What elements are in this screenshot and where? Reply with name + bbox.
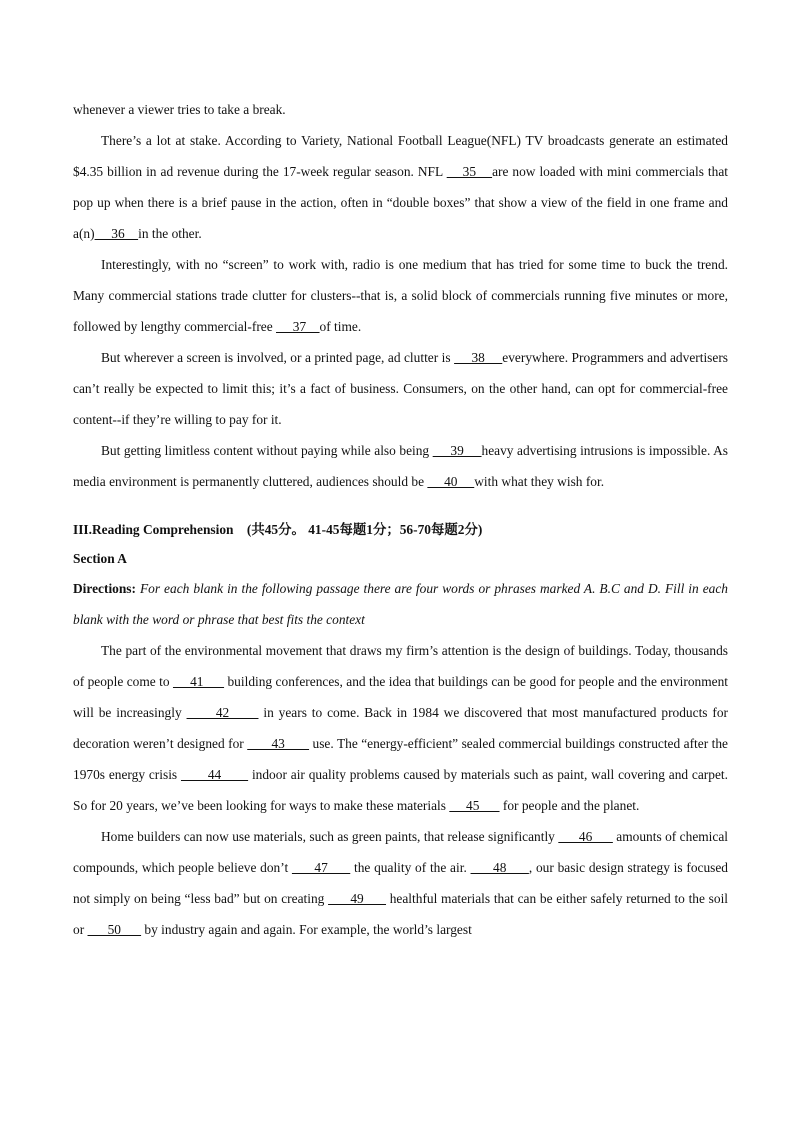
paragraph-text: healthful materials that can be either safely returned to the soil or: [73, 891, 729, 937]
answer-blank: 44: [180, 767, 249, 782]
answer-blank: 35: [446, 164, 493, 179]
answer-blank: 50: [87, 922, 142, 937]
paragraph-text: , our basic design strategy is focused not simply on being “less bad” but on creating: [73, 860, 728, 906]
paragraph-text: in years to come. Back in 1984 we discovered that most manufactured products for decoration weren’t designed for: [73, 705, 728, 751]
answer-blank: 41: [172, 674, 225, 689]
directions-text: For each blank in the following passage there are four words or phrases marked A. B.C and D. Fill in each blank with the word or phrase that best fits the context: [73, 581, 728, 627]
paragraph-text: by industry again and again. For example, the world’s largest: [141, 922, 472, 937]
paragraph-text: The part of the environmental movement that draws my firm’s attention is the design of buildings. Today, thousands of people come to: [73, 643, 728, 689]
directions-label: Directions:: [73, 581, 136, 596]
paragraph-text: indoor air quality problems caused by materials such as paint, wall covering and carpet. So for 20 years, we’ve been looking for ways to make these materials: [73, 767, 728, 813]
answer-blank: 48: [470, 860, 529, 875]
paragraph-text: for people and the planet.: [499, 798, 640, 813]
answer-blank: 49: [328, 891, 387, 906]
paragraph: [73, 821, 728, 945]
answer-blank: 39: [432, 443, 482, 458]
answer-blank: 45: [449, 798, 500, 813]
answer-blank: 46: [558, 829, 613, 844]
answer-blank: 42: [186, 705, 259, 720]
answer-blank: 37: [276, 319, 320, 334]
passage-one: [73, 94, 728, 497]
answer-blank: 47: [291, 860, 351, 875]
paragraph-text: amounts of chemical compounds, which people believe don’t: [73, 829, 729, 875]
directions: [73, 573, 728, 635]
paragraph: [73, 342, 728, 435]
passage-two: [73, 635, 728, 945]
paragraph-text: Interestingly, with no “screen” to work with, radio is one medium that has tried for some time to buck the trend. Many commercial stations trade clutter for clusters--that is, a solid block of commercials running five minutes or more, followed by lengthy commercial-free: [73, 257, 728, 334]
paragraph-text: whenever a viewer tries to take a break.: [73, 102, 286, 117]
section-a-title: Section A: [73, 551, 127, 566]
paragraph: [73, 125, 728, 249]
paragraph-text: use. The “energy-efficient” sealed commercial buildings constructed after the 1970s energy crisis: [73, 736, 728, 782]
paragraph-text: Home builders can now use materials, such as green paints, that release significantly: [101, 829, 559, 844]
paragraph-text: in the other.: [138, 226, 202, 241]
paragraph-text: are now loaded with mini commercials that pop up when there is a brief pause in the action, often in “double boxes” that show a view of the field in one frame and a(n): [73, 164, 728, 241]
paragraph: [73, 435, 728, 497]
paragraph-text: the quality of the air.: [350, 860, 471, 875]
paragraph-text: But wherever a screen is involved, or a printed page, ad clutter is: [101, 350, 455, 365]
paragraph: [73, 635, 728, 821]
paragraph-text: with what they wish for.: [474, 474, 605, 489]
paragraph-text: building conferences, and the idea that buildings can be good for people and the environment will be increasingly: [73, 674, 728, 720]
answer-blank: 36: [94, 226, 139, 241]
paragraph-text: everywhere. Programmers and advertisers can’t really be expected to limit this; it’s a fact of business. Consumers, on the other hand, can opt for commercial-free content--if they’re willing to pay for it.: [73, 350, 728, 427]
paragraph: [73, 249, 728, 342]
answer-blank: 38: [454, 350, 503, 365]
answer-blank: 40: [427, 474, 475, 489]
paragraph-text: There’s a lot at stake. According to Variety, National Football League(NFL) TV broadcasts generate an estimated $4.35 billion in ad revenue during the 17-week regular season. NFL: [73, 133, 728, 179]
paragraph-text: of time.: [319, 319, 362, 334]
answer-blank: 43: [247, 736, 310, 751]
document-page: [73, 94, 728, 945]
paragraph-text: heavy advertising intrusions is impossible. As media environment is permanently cluttered, audiences should be: [73, 443, 728, 489]
section-heading: III.Reading Comprehension (共45分。 41-45每题1分；56-70每题2分): [73, 522, 483, 537]
paragraph: [73, 94, 728, 125]
paragraph-text: But getting limitless content without paying while also being: [101, 443, 433, 458]
